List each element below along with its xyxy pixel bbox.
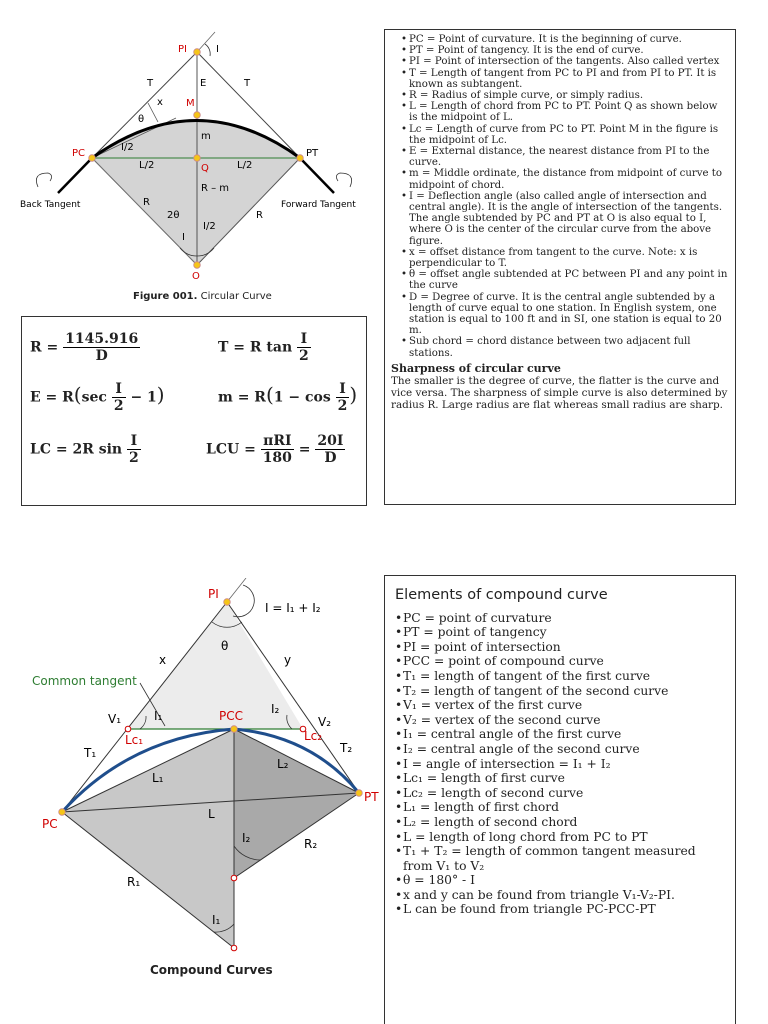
label-r-left: R bbox=[143, 197, 150, 208]
definition-item: • D = Degree of curve. It is the central angle subtended by a length of curve equal to one station. In English system, one station is equal to 100 ft and in SI, one station is equal to 20 m. bbox=[401, 292, 729, 337]
pi-extension bbox=[197, 32, 215, 52]
formula-lcu-den1: 180 bbox=[262, 450, 292, 466]
formula-r-lhs: R = bbox=[30, 339, 59, 356]
formula-lc-lhs: LC = 2R sin bbox=[30, 441, 123, 458]
definition-item: • Sub chord = chord distance between two adjacent full stations. bbox=[401, 336, 729, 358]
label-l-half-right: L/2 bbox=[237, 160, 253, 171]
formula-t-num: I bbox=[297, 331, 311, 348]
compound-curve-heading: Elements of compound curve bbox=[395, 587, 608, 603]
label-m: m bbox=[201, 131, 211, 142]
forward-tangent-curl bbox=[336, 173, 351, 187]
compound-element-item: • T₂ = length of tangent of the second curve bbox=[395, 684, 727, 699]
formula-m-den: 2 bbox=[337, 398, 348, 414]
point-o1 bbox=[231, 945, 237, 951]
compound-element-item: • I₁ = central angle of the first curve bbox=[395, 727, 727, 742]
formula-e-lhs: E = R bbox=[30, 389, 74, 406]
formula-m-frac bbox=[336, 381, 350, 414]
formula-lcu-den2: D bbox=[324, 450, 337, 466]
label2-l2: L₂ bbox=[277, 757, 289, 771]
compound-element-item: • θ = 180° - I bbox=[395, 873, 727, 888]
formula-r-frac bbox=[63, 331, 140, 364]
sharpness-heading: Sharpness of circular curve bbox=[391, 361, 561, 375]
simple-curve-figure bbox=[20, 30, 370, 312]
label2-pt: PT bbox=[364, 790, 379, 804]
formula-e-tail: − 1 bbox=[130, 389, 157, 406]
label2-v2: V₂ bbox=[318, 715, 332, 729]
formula-r-num: 1145.916 bbox=[65, 331, 139, 347]
compound-curve-elements-panel bbox=[384, 575, 736, 1024]
simple-curve-definitions-panel bbox=[384, 29, 736, 505]
formula-e-sec: sec bbox=[81, 389, 107, 406]
label-i-top: I bbox=[216, 44, 219, 55]
label-i-half-left: I/2 bbox=[121, 142, 134, 153]
formula-e-num: I bbox=[112, 381, 126, 398]
label2-theta: θ bbox=[221, 639, 229, 653]
definition-item: • PI = Point of intersection of the tangents. Also called vertex bbox=[401, 56, 729, 67]
back-tangent-line bbox=[58, 158, 92, 193]
compound-element-item: • PI = point of intersection bbox=[395, 640, 727, 655]
definition-item: • θ = offset angle subtended at PC between PI and any point in the curve bbox=[401, 269, 729, 291]
label2-r2: R₂ bbox=[304, 837, 318, 851]
formula-t-den: 2 bbox=[299, 348, 309, 364]
definition-item: • L = Length of chord from PC to PT. Point Q as shown below is the midpoint of L. bbox=[401, 101, 729, 123]
compound-element-item: • PT = point of tangency bbox=[395, 625, 727, 640]
compound-element-item: • x and y can be found from triangle V₁-V₂-PI. bbox=[395, 888, 727, 903]
label-theta: θ bbox=[138, 114, 145, 125]
definition-item: • T = Length of tangent from PC to PI and from PI to PT. It is known as subtangent. bbox=[401, 68, 729, 90]
label-q: Q bbox=[201, 163, 209, 174]
label2-l: L bbox=[208, 807, 215, 821]
label-e: E bbox=[200, 78, 207, 89]
label2-lc1: Lc₁ bbox=[125, 733, 144, 747]
label2-r1: R₁ bbox=[127, 875, 141, 889]
label-o: O bbox=[192, 271, 200, 282]
simple-curve-definition-list bbox=[391, 34, 729, 359]
formula-lcu-num1: πRI bbox=[261, 433, 294, 450]
label2-l1: L₁ bbox=[152, 771, 164, 785]
point-pi bbox=[194, 49, 201, 56]
formula-panel bbox=[21, 316, 367, 506]
formula-lcu bbox=[206, 433, 345, 466]
compound-element-item: • I = angle of intersection = I₁ + I₂ bbox=[395, 757, 727, 772]
definition-item: • x = offset distance from tangent to the curve. Note: x is perpendicular to T. bbox=[401, 247, 729, 269]
compound-curve-figure bbox=[20, 578, 386, 982]
label2-x: x bbox=[159, 653, 167, 667]
compound-element-item: • V₂ = vertex of the second curve bbox=[395, 713, 727, 728]
angle-arc-pi bbox=[205, 44, 210, 56]
formula-r-den: D bbox=[95, 348, 108, 364]
forward-tangent-line bbox=[300, 158, 334, 193]
label2-pcc: PCC bbox=[219, 709, 243, 723]
formula-m-lhs: m = R bbox=[218, 389, 266, 406]
label-pt: PT bbox=[306, 148, 319, 159]
label2-i1-center: I₁ bbox=[212, 913, 221, 927]
definition-item: • Lc = Length of curve from PC to PT. Point M in the figure is the midpoint of Lc. bbox=[401, 124, 729, 146]
formula-r bbox=[30, 331, 140, 364]
label-i-center: I bbox=[182, 232, 185, 243]
formula-t-frac bbox=[297, 331, 311, 364]
compound-element-item: • I₂ = central angle of the second curve bbox=[395, 742, 727, 757]
label-x: x bbox=[157, 97, 163, 108]
label2-v1: V₁ bbox=[108, 712, 122, 726]
compound-element-item: • V₁ = vertex of the first curve bbox=[395, 698, 727, 713]
label-two-theta: 2θ bbox=[167, 210, 180, 221]
label-t-left: T bbox=[147, 78, 154, 89]
definition-item: • E = External distance, the nearest distance from PI to the curve. bbox=[401, 146, 729, 168]
formula-m-num: I bbox=[336, 381, 350, 398]
formula-lcu-num2: 20I bbox=[317, 433, 344, 449]
definition-item: • I = Deflection angle (also called angle of intersection and central angle). It is the angle of intersection of the tangents. The angle subtended by PC and PT at O is also equal to I, where O is the center of the circular curve from the above figure. bbox=[401, 191, 729, 247]
label-pi: PI bbox=[178, 44, 187, 55]
definition-item: • PT = Point of tangency. It is the end of curve. bbox=[401, 45, 729, 56]
formula-lc-den: 2 bbox=[128, 450, 139, 466]
label-r-minus-m: R – m bbox=[201, 183, 230, 194]
label-back-tangent: Back Tangent bbox=[20, 200, 81, 210]
formula-lcu-eq: = bbox=[298, 441, 311, 458]
compound-element-item: • Lc₁ = length of first curve bbox=[395, 771, 727, 786]
label-i-half-center: I/2 bbox=[203, 221, 216, 232]
formula-lc bbox=[30, 433, 141, 466]
label2-i-sum: I = I₁ + I₂ bbox=[265, 601, 321, 615]
formula-e: E = R(sec $\frac{I}{2}$ − 1) bbox=[30, 381, 165, 414]
label2-pc: PC bbox=[42, 817, 58, 831]
label2-i2-top: I₂ bbox=[271, 702, 280, 716]
label2-t1: T₁ bbox=[84, 746, 97, 760]
sharpness-text: The smaller is the degree of curve, the flatter is the curve and vice versa. The sharpness of simple curve is also determined by radius R. Large radius are flat whereas small radius are sharp. bbox=[391, 375, 728, 412]
label-l-half-left: L/2 bbox=[139, 160, 155, 171]
label-t-right: T bbox=[244, 78, 251, 89]
label2-y: y bbox=[284, 653, 292, 667]
figure1-caption-bold: Figure 001. bbox=[133, 291, 198, 302]
point-v1 bbox=[125, 726, 131, 732]
formula-t-lhs: T = R tan bbox=[218, 339, 293, 356]
compound-element-item: • L₁ = length of first chord bbox=[395, 800, 727, 815]
figure1-caption bbox=[133, 291, 272, 302]
formula-t bbox=[218, 331, 311, 364]
formula-lc-num: I bbox=[127, 433, 141, 450]
label2-t2: T₂ bbox=[340, 741, 353, 755]
point-pc-2 bbox=[59, 809, 66, 816]
compound-element-item: • T₁ = length of tangent of the first curve bbox=[395, 669, 727, 684]
definition-item: • m = Middle ordinate, the distance from midpoint of curve to midpoint of chord. bbox=[401, 168, 729, 190]
compound-element-item: • PC = point of curvature bbox=[395, 611, 727, 626]
label2-lc2: Lc₂ bbox=[304, 729, 323, 743]
label-pc: PC bbox=[72, 148, 86, 159]
label2-i1-top: I₁ bbox=[154, 709, 163, 723]
label2-i2-center: I₂ bbox=[242, 831, 251, 845]
formula-e-frac bbox=[112, 381, 126, 414]
label-forward-tangent: Forward Tangent bbox=[281, 200, 356, 210]
definition-item: • PC = Point of curvature. It is the beginning of curve. bbox=[401, 34, 729, 45]
label2-pi: PI bbox=[208, 587, 219, 601]
point-pt-2 bbox=[356, 790, 363, 797]
compound-element-item: • T₁ + T₂ = length of common tangent measured from V₁ to V₂ bbox=[395, 844, 727, 873]
compound-element-item: • L₂ = length of second chord bbox=[395, 815, 727, 830]
point-pt bbox=[297, 155, 304, 162]
point-o2 bbox=[231, 875, 237, 881]
label-r-right: R bbox=[256, 210, 263, 221]
compound-element-item: • PCC = point of compound curve bbox=[395, 654, 727, 669]
formula-lcu-frac1 bbox=[261, 433, 294, 466]
definition-item: • R = Radius of simple curve, or simply radius. bbox=[401, 90, 729, 101]
label2-common-tangent: Common tangent bbox=[32, 674, 137, 688]
formula-m: m = R(1 − cos $\frac{I}{2}$ ) bbox=[218, 381, 358, 414]
point-pc bbox=[89, 155, 96, 162]
point-pi-2 bbox=[224, 599, 231, 606]
formula-lcu-frac2 bbox=[315, 433, 345, 466]
figure2-caption: Compound Curves bbox=[150, 963, 273, 977]
point-m bbox=[194, 112, 201, 119]
compound-element-item: • Lc₂ = length of second curve bbox=[395, 786, 727, 801]
compound-element-item: • L = length of long chord from PC to PT bbox=[395, 830, 727, 845]
pi-extension-2 bbox=[227, 578, 246, 602]
back-tangent-curl bbox=[36, 173, 51, 187]
label-m-point: M bbox=[186, 98, 195, 109]
formula-e-den: 2 bbox=[113, 398, 124, 414]
compound-shade-left bbox=[62, 729, 234, 948]
point-pcc bbox=[231, 726, 238, 733]
point-o bbox=[194, 262, 201, 269]
figure1-caption-rest: Circular Curve bbox=[200, 291, 272, 302]
compound-curve-element-list bbox=[395, 611, 727, 917]
compound-element-item: • L can be found from triangle PC-PCC-PT bbox=[395, 902, 727, 917]
formula-lcu-lhs: LCU = bbox=[206, 441, 256, 458]
point-q bbox=[194, 155, 201, 162]
formula-lc-frac bbox=[127, 433, 141, 466]
formula-m-open: 1 − cos bbox=[273, 389, 331, 406]
